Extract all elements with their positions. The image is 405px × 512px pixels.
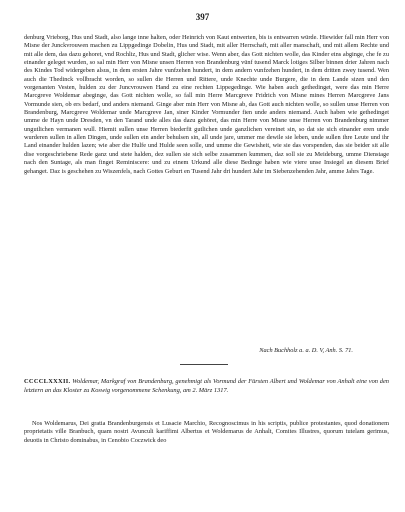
document-heading <box>24 378 389 395</box>
section-divider <box>180 364 228 365</box>
document-number: CCCCLXXXII. <box>24 378 71 385</box>
latin-paragraph: Nos Woldemarus, Dei gratia Brandenburgensis et Lusacie Marchio, Recognoscimus in his scriptis, publice protestantes, quod donationem proprietatis ville Branbuch, quam nostri Avunculi kariffimi Albertus et Woldemarus de Anhalt, Comites Illustres, quorum tutelam gerimus, deuotis in Christo dominabus, in Cenobio Coczwick deo <box>24 420 389 444</box>
latin-text-block <box>24 420 389 445</box>
source-citation: Nach Buchholz a. a. D. V, Anh. S. 71. <box>259 347 353 354</box>
body-text-block <box>24 34 389 176</box>
page-number: 397 <box>195 12 210 22</box>
body-paragraph: denburg Vrieborg, Hus und Stadt, also lange inne halten, oder Heinrich von Kaut entwerten, bis is entwarren würde. Hiewider fall min Herr von Misne der Junckvrouwen machen zu Lippgedinge Dobelin, Hus und Stadt, mit aller Herrschaft, mit aller manschaft, und mit allem Rechte und mit alle dem, das dazu gehoret, vnd Rochliz, Hus und Stadt, glicher wise. Wenn aber, das Gott nichten wolle, das Kinder eins abginge, che fe zu einander geleget wurden, so sal min Herr von Misne unsen Herren von Brandenburg vünf tusend Marck lotiges Silber binnen drier Jahren nach des Kindes Tod widergeben alsus, in dem ersten Jahre vunfzehen hundert, in dem andern vunfzehen hundert, in dem dritten zwey tusend. Wen auch die Thedinck vollbracht worden, so sullen die Herren und Rittere, unde Knechte unde Burgere, die in dem Lande sizen und den vorgenanten Vesten, hulden zu der Juncvrouwen Hand zu eine rechten Lippegedinge. Wie haben auch gethedinget, were das min Herre Marcgreve Woldemar abeginge, das Gott nichten wolle, so fall min Herre Marcgreve Fridrich von Misne mines Herren Marcgreve Jans Vormunde sien, ob ers bedarf, und anders niemand. Ginge aber min Herr von Misne ab, das Gott auch nichten wolle, so sullen unse Herren von Brandenburg, Marcgreve Woldemar unde Marcgreve Jan, siner Kinder Vormunder fien unde anders niemand. Auch haben wie gethedinget umme de Hayn unde Dresden, vn den Tarand unde alles das dazu gehöret, das min Herre von Misne unse Herren von Brandenburg nimmer ungutlichen vermanen wull. Hiemit sullen unse Herren biederfit gutlichen unde ganzlichen vereinet sin, so dat sie sich einander eren unde wurderen sullen in allen Dingen, unde sullen ein ander behulsen sin, all unde jare, ummer me dewile sie leben, unde sullen ihre Leute und ihr Land einander hulden lazen; wie aber die Hulfe und Hulde seen solle, und umme die Gewisheit, wie sie das vorspenden, das sie beider sit alle dise vorgeschriebene Rede ganz und stete halden, dez sullen sie sich selbe zusammen kummen, daz soll sie zu Meideburg, umme Dienstage nach den Suntage, als man finget Reminiscere: und zu einem Urkund alle diese Bedinge haben wie viere unse Insiegel an diesem Brief gehanget. Daz is geschehen zu Wiszenfels, nach Gottes Geburt en Tusend Jahr dri hundert Jahr im Siebenzehenden Jahr, amme Jahrs Tage. <box>24 34 389 175</box>
document-title: Woldemar, Markgraf von Brandenburg, genehmigt als Vormund der Fürsten Albert und Woldemar von Anhalt eine von den letztern an das Kloster zu Koswig vorgenommene Schenkung, am 2. März 1317. <box>24 378 389 394</box>
